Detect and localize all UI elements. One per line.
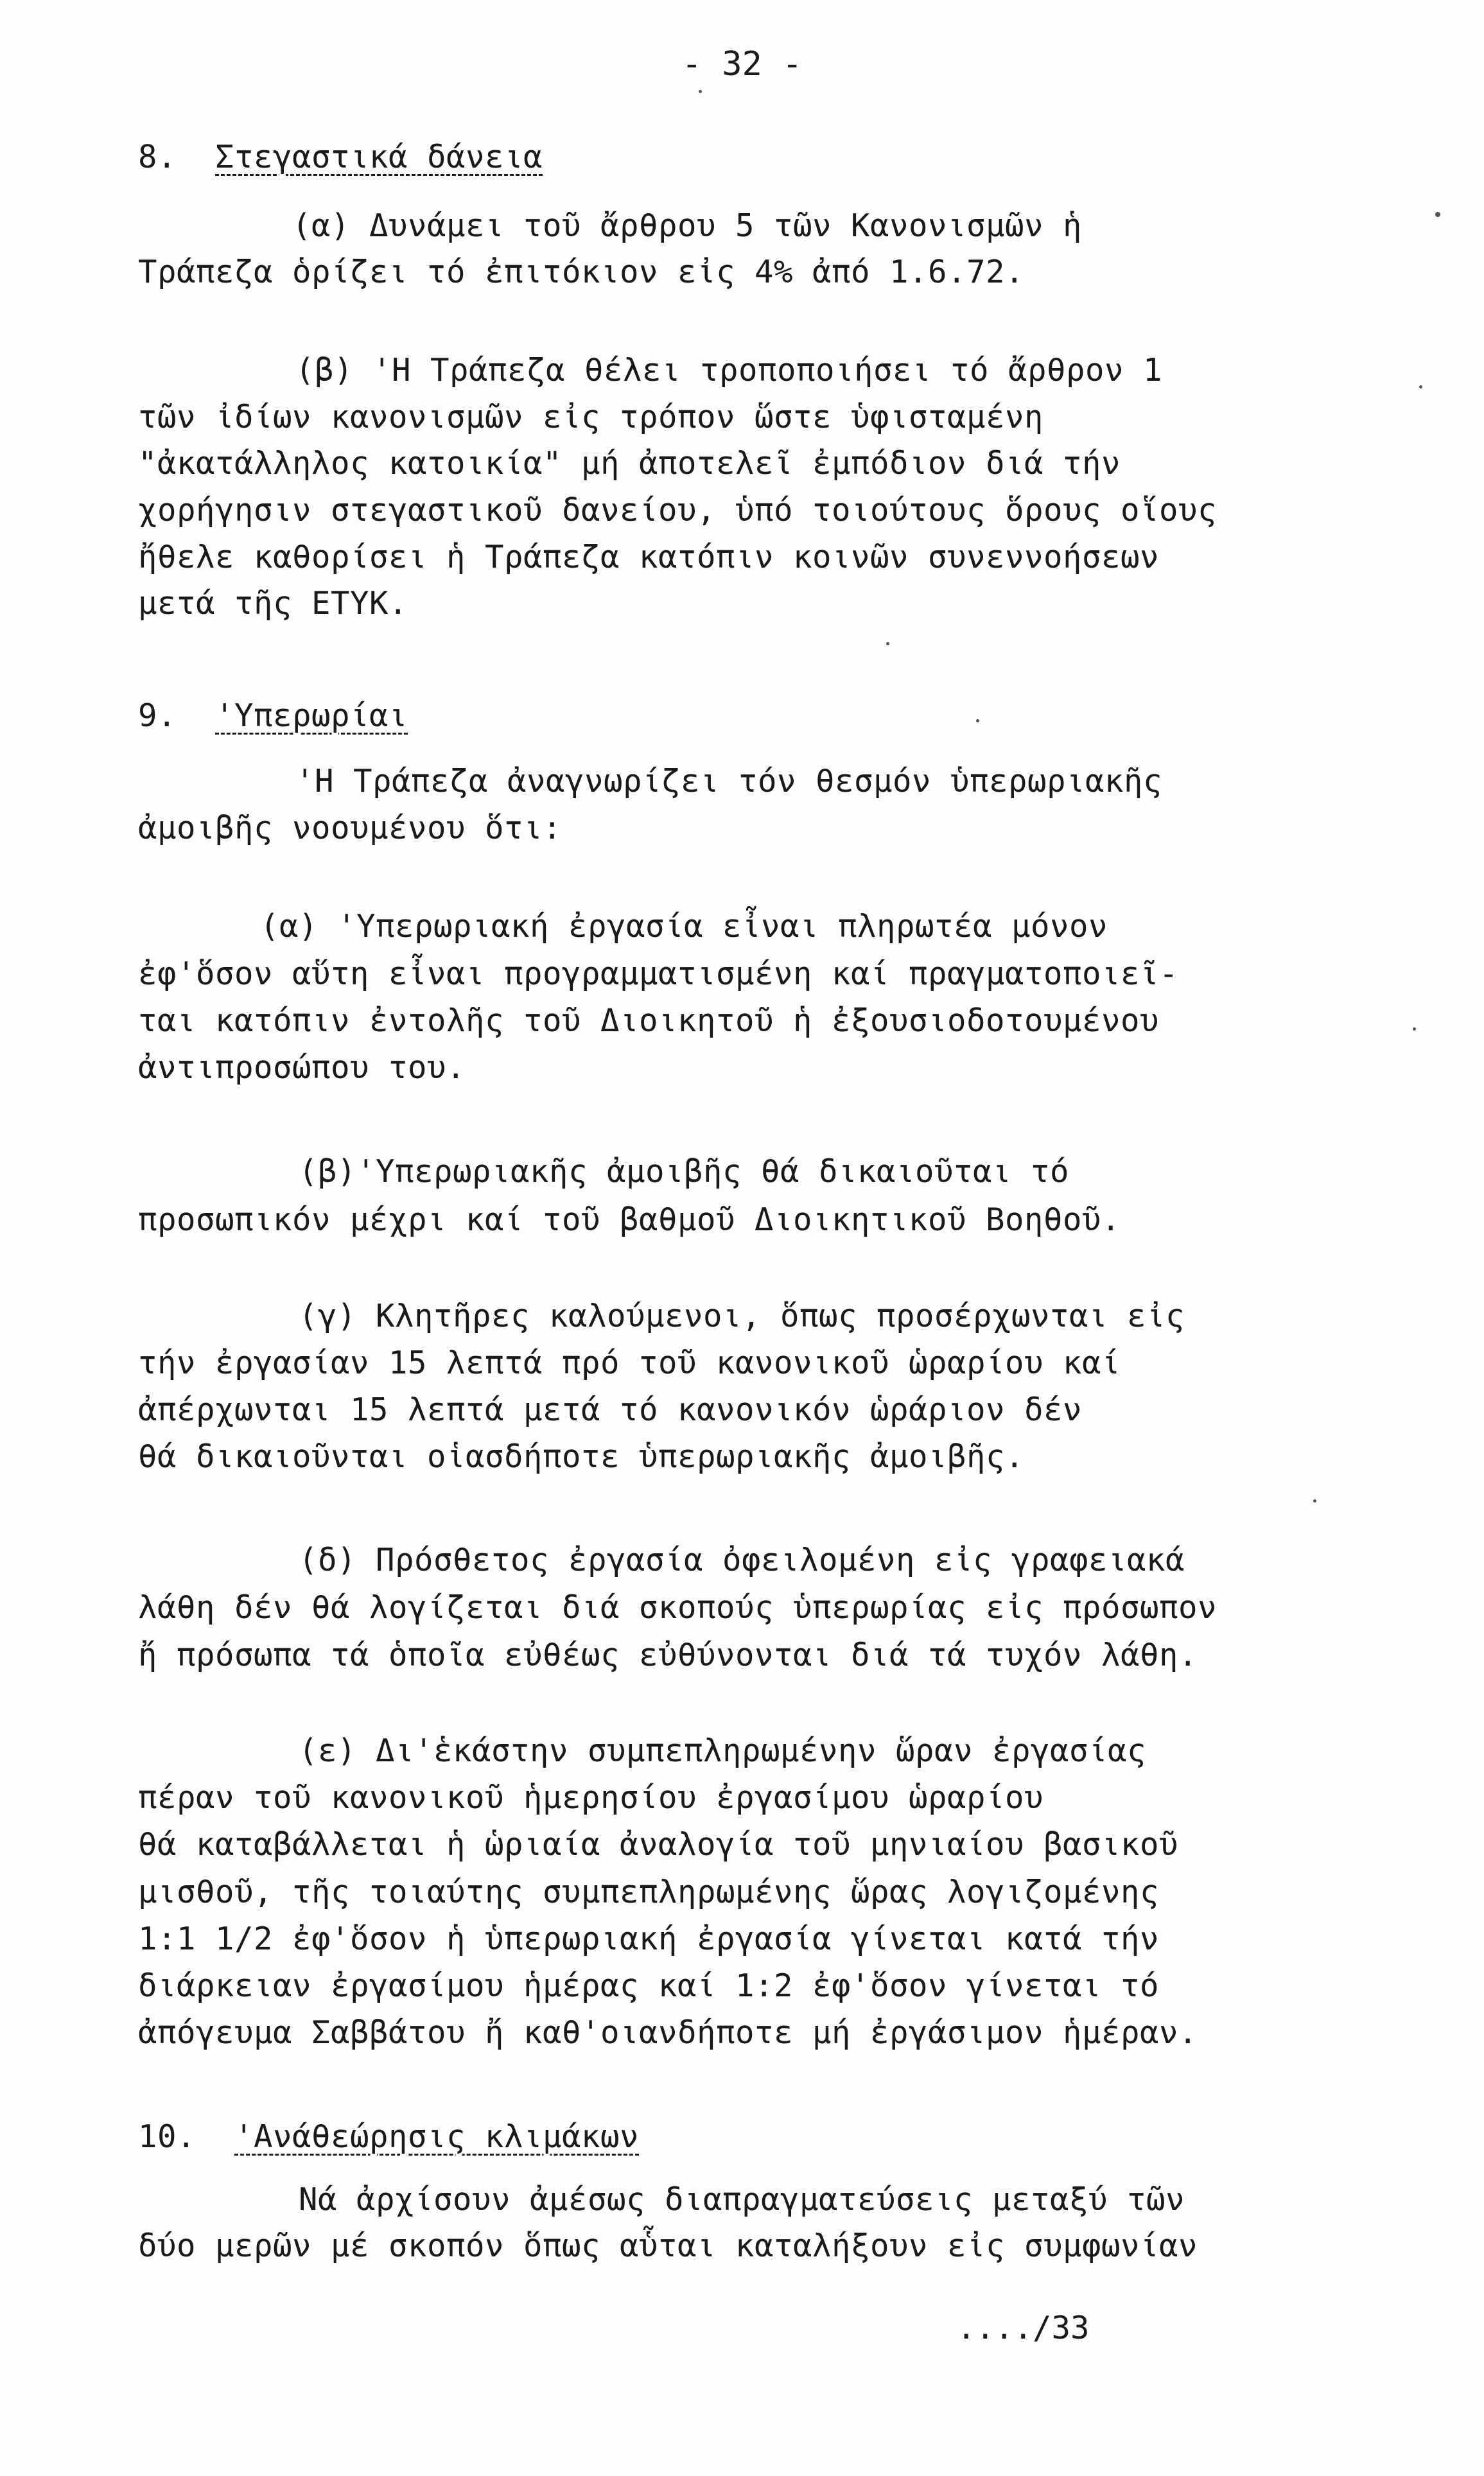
section-9e-line-4: μισθοῦ, τῆς τοιαύτης συμπεπληρωμένης ὥρας λογιζομένης <box>138 1874 1160 1910</box>
section-9c-line-2: τήν ἐργασίαν 15 λεπτά πρό τοῦ κανονικοῦ ὡραρίου καί <box>138 1345 1121 1381</box>
scan-speck <box>699 90 702 93</box>
section-8b-line-2: τῶν ἰδίων κανονισμῶν εἰς τρόπον ὥστε ὑφισταμένη <box>138 399 1044 435</box>
section-9c-line-1: (γ) Κλητῆρες καλούμενοι, ὅπως προσέρχωνται εἰς <box>299 1298 1185 1334</box>
section-9-heading <box>138 697 408 735</box>
section-9-number: 9. <box>138 697 177 734</box>
section-9b-line-1: (β)'Υπερωριακῆς ἀμοιβῆς θά δικαιοῦται τό <box>299 1153 1070 1190</box>
section-9c-line-4: θά δικαιοῦνται οἱασδήποτε ὑπερωριακῆς ἀμοιβῆς. <box>138 1438 1025 1475</box>
section-8b-line-4: χορήγησιν στεγαστικοῦ δανείου, ὑπό τοιούτους ὅρους οἵους <box>138 492 1218 528</box>
section-8-heading <box>138 138 543 177</box>
section-10-number: 10. <box>138 2118 196 2155</box>
page-number: - 32 - <box>681 45 803 83</box>
scan-speck <box>1419 385 1422 388</box>
scan-speck <box>1435 212 1440 217</box>
continuation-marker: ..../33 <box>957 2310 1090 2346</box>
section-9b-line-2: προσωπικόν μέχρι καί τοῦ βαθμοῦ Διοικητικοῦ Βοηθοῦ. <box>138 1201 1121 1238</box>
section-9e-line-5: 1:1 1/2 ἐφ'ὅσον ἡ ὑπερωριακή ἐργασία γίνεται κατά τήν <box>138 1921 1160 1957</box>
section-9d-line-1: (δ) Πρόσθετος ἐργασία ὀφειλομένη εἰς γραφειακά <box>299 1542 1185 1578</box>
section-8a-line-1: (α) Δυνάμει τοῦ ἄρθρου 5 τῶν Κανονισμῶν ἡ <box>292 207 1083 244</box>
section-8b-line-1: (β) 'Η Τράπεζα θέλει τροποποιήσει τό ἄρθρον 1 <box>295 352 1163 388</box>
section-9e-line-2: πέραν τοῦ κανονικοῦ ἡμερησίου ἐργασίμου ὡραρίου <box>138 1779 1044 1816</box>
section-9a-line-2: ἐφ'ὅσον αὕτη εἶναι προγραμματισμένη καί πραγματοποιεῖ- <box>138 955 1179 992</box>
section-9a-line-1: (α) 'Υπερωριακή ἐργασία εἶναι πληρωτέα μόνον <box>260 908 1108 945</box>
section-9e-line-1: (ε) Δι'ἑκάστην συμπεπληρωμένην ὥραν ἐργασίας <box>299 1732 1147 1769</box>
scan-speck <box>1413 1027 1416 1031</box>
section-9c-line-3: ἀπέρχωνται 15 λεπτά μετά τό κανονικόν ὡράριον δέν <box>138 1391 1083 1428</box>
section-8-title: Στεγαστικά δάνεια <box>215 139 543 175</box>
section-9-intro-line-2: ἀμοιβῆς νοουμένου ὅτι: <box>138 810 563 846</box>
section-8b-line-6: μετά τῆς ΕΤΥΚ. <box>138 585 408 622</box>
scan-speck <box>1313 1499 1316 1503</box>
section-9e-line-6: διάρκειαν ἐργασίμου ἡμέρας καί 1:2 ἐφ'ὅσον γίνεται τό <box>138 1967 1160 2004</box>
section-9e-line-3: θά καταβάλλεται ἡ ὡριαία ἀναλογία τοῦ μηνιαίου βασικοῦ <box>138 1826 1179 1863</box>
section-9-intro-line-1: 'Η Τράπεζα ἀναγνωρίζει τόν θεσμόν ὑπερωριακῆς <box>295 763 1163 799</box>
section-9a-line-4: ἀντιπροσώπου του. <box>138 1049 466 1086</box>
scan-speck <box>976 719 979 722</box>
section-8-number: 8. <box>138 139 177 175</box>
section-9-title: 'Υπερωρίαι <box>215 697 408 734</box>
section-10-heading <box>138 2118 639 2156</box>
section-9a-line-3: ται κατόπιν ἐντολῆς τοῦ Διοικητοῦ ἡ ἐξουσιοδοτουμένου <box>138 1002 1160 1039</box>
section-8a-line-2: Τράπεζα ὁρίζει τό ἐπιτόκιον εἰς 4% ἀπό 1.6.72. <box>138 254 1025 290</box>
section-9e-line-7: ἀπόγευμα Σαββάτου ἤ καθ'οιανδήποτε μή ἐργάσιμον ἡμέραν. <box>138 2014 1198 2051</box>
section-9d-line-2: λάθη δέν θά λογίζεται διά σκοπούς ὑπερωρίας εἰς πρόσωπον <box>138 1589 1218 1626</box>
section-9d-line-3: ἤ πρόσωπα τά ὁποῖα εὐθέως εὐθύνονται διά τά τυχόν λάθη. <box>138 1637 1198 1673</box>
section-10-line-2: δύο μερῶν μέ σκοπόν ὅπως αὗται καταλήξουν εἰς συμφωνίαν <box>138 2228 1198 2264</box>
scan-speck <box>886 642 889 645</box>
section-8b-line-5: ἤθελε καθορίσει ἡ Τράπεζα κατόπιν κοινῶν συνεννοήσεων <box>138 539 1160 575</box>
section-10-title: 'Ανάθεώρησις κλιμάκων <box>234 2118 640 2155</box>
section-10-line-1: Νά ἀρχίσουν ἀμέσως διαπραγματεύσεις μεταξύ τῶν <box>299 2181 1185 2218</box>
section-8b-line-3: "ἀκατάλληλος κατοικία" μή ἀποτελεῖ ἐμπόδιον διά τήν <box>138 445 1121 482</box>
